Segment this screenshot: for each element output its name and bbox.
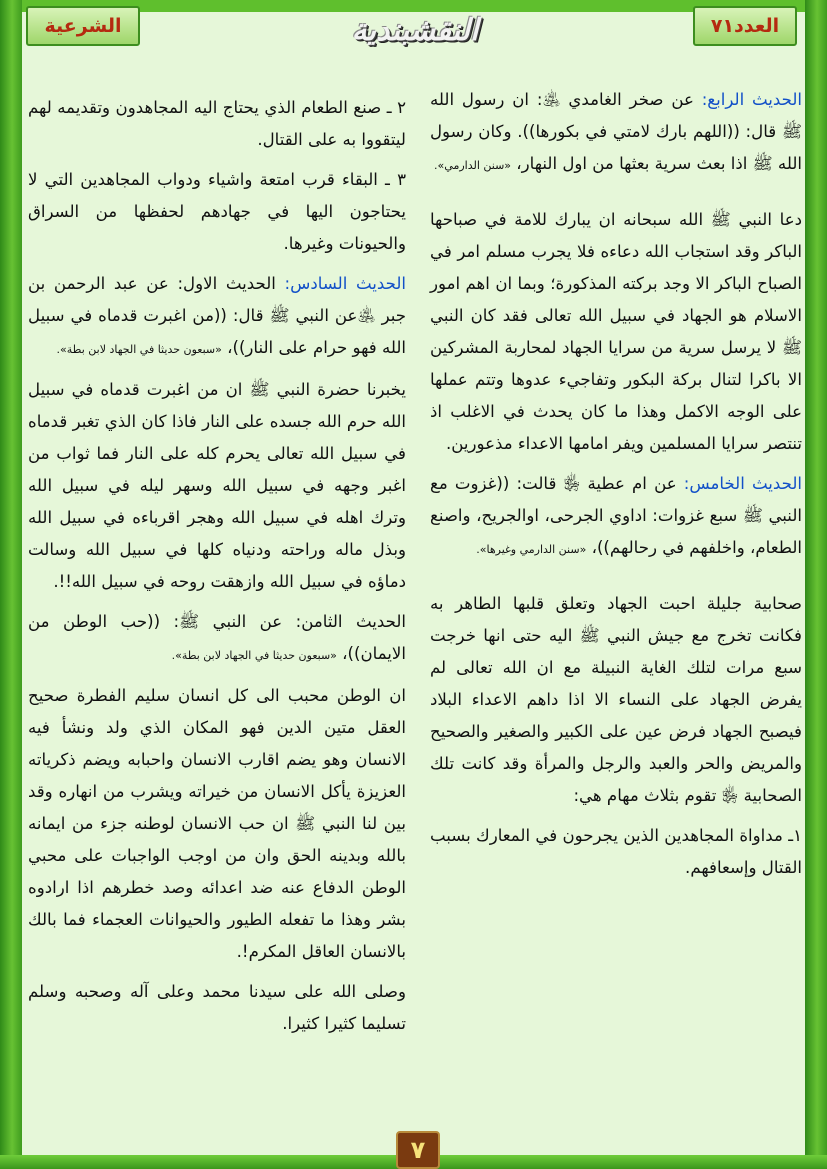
duty-item-2: ٢ ـ صنع الطعام الذي يحتاج اليه المجاهدون وتقديمه لهم ليتقووا به على القتال. <box>28 98 406 149</box>
commentary-1: دعا النبي ﷺ الله سبحانه ان يبارك للامة في صباحها الباكر وقد استجاب الله دعاءه فلا يجرب مسلم امر في الصباح الباكر الا وجد بركته المذكورة؛ وبما ان اهم امور الاسلام هو الجهاد في سبيل الله تعالى فقد كان النبي ﷺ لا يرسل سرية من سرايا الجهاد لمحاربة المشركين الا باكرا لتنال بركة البكور وتفاجيء عدوها وتتم عملها على الوجه الاكمل وهذا ما كان يحدث في الاغلب اذ تنتصر سرايا المسلمين ويفر امامها الاعداء مذعورين. <box>430 210 802 453</box>
hadith-4 <box>430 84 802 182</box>
hadith-8-source: «سبعون حديثا في الجهاد لابن بطة». <box>171 649 337 662</box>
hadith-6-text: الحديث الاول: عن عبد الرحمن بن جبر ﵁عن النبي ﷺ قال: ((من اغبرت قدماه في سبيل الله فهو حرام على النار))، <box>28 274 406 357</box>
magazine-title: النقشبندية <box>351 12 479 48</box>
section-label: الشرعية <box>26 6 140 46</box>
hadith-8-text: الحديث الثامن: عن النبي ﷺ: ((حب الوطن من الايمان))، <box>28 612 406 663</box>
right-border-stripe <box>805 0 827 1169</box>
duty-item-1: ١ـ مداواة المجاهدين الذين يجرحون في المعارك بسبب القتال وإسعافهم. <box>430 826 802 877</box>
hadith-6-source: «سبعون حديثا في الجهاد لابن بطة». <box>56 343 222 356</box>
hadith-6 <box>28 268 406 366</box>
page-number: ٧ <box>396 1131 440 1169</box>
hadith-5-text: عن ام عطية ﵂ قالت: ((غزوت مع النبي ﷺ سبع غزوات: اداوي الجرحى، اوالجريح، واصنع الطعام، واخلفهم في رحالهم))، <box>430 474 802 557</box>
right-column <box>430 84 802 1134</box>
hadith-5-label: الحديث الخامس: <box>683 474 802 493</box>
commentary-3: يخبرنا حضرة النبي ﷺ ان من اغبرت قدماه في سبيل الله حرم الله جسده على النار فاذا كان الذي تغبر قدماه في سبيل الله تعالى يحرم كله على النار فما ثواب من اغبر وجهه في سبيل الله وسهر ليله في سبيل الله وترك اهله في سبيل الله وهجر اقرباءه في سبيل الله وبذل ماله وراحته ودنياه كلها في سبيل الله وسالت دماؤه في سبيل الله وازهقت روحه في سبيل الله!!. <box>28 380 406 591</box>
hadith-4-source: «سنن الدارمي». <box>434 159 512 172</box>
left-column <box>28 92 406 1142</box>
hadith-5-source: «سنن الدارمي وغيرها». <box>476 543 587 556</box>
issue-number: العدد٧١ <box>693 6 797 46</box>
commentary-4: ان الوطن محبب الى كل انسان سليم الفطرة صحيح العقل متين الدين فهو المكان الذي ولد ونشأ فيه الانسان وهو يضم اقارب الانسان واحبابه ويضم ذكرياته العزيزة يأكل الانسان من خيراته ويشرب من انهاره وقد بين لنا النبي ﷺ ان حب الانسان لوطنه جزء من ايمانه بالله وبدينه الحق وان من اوجب الواجبات على محبي الوطن الدفاع عنه ضد اعدائه وصد خطرهم اذا ارادوه بشر وهذا ما تفعله الطيور والحيوانات العجماء فما بالك بالانسان العاقل المكرم!. <box>28 686 406 961</box>
hadith-4-label: الحديث الرابع: <box>701 90 802 109</box>
hadith-4-text: عن صخر الغامدي ﵁: ان رسول الله ﷺ قال: ((اللهم بارك لامتي في بكورها)). وكان رسول الله ﷺ اذا بعث سرية بعثها من اول النهار، <box>430 90 802 173</box>
commentary-2: صحابية جليلة احبت الجهاد وتعلق قلبها الطاهر به فكانت تخرج مع جيش النبي ﷺ اليه حتى انها خرجت سبع مرات لتلك الغاية النبيلة مع ان الله تعالى لم يفرض الجهاد على النساء الا اذا داهم الاعداء البلاد فيصبح الجهاد فرض عين على الكبير والصغير والصحيح والمريض والحر والعبد والرجل والمرأة وقد كانت تلك الصحابية ﵂ تقوم بثلاث مهام هي: <box>430 594 802 805</box>
hadith-5 <box>430 468 802 566</box>
hadith-8 <box>28 606 406 672</box>
left-border-stripe <box>0 0 22 1169</box>
closing-prayer: وصلى الله على سيدنا محمد وعلى آله وصحبه وسلم تسليما كثيرا كثيرا. <box>28 982 406 1033</box>
hadith-6-label: الحديث السادس: <box>284 274 406 293</box>
duty-item-3: ٣ ـ البقاء قرب امتعة واشياء ودواب المجاهدين التي لا يحتاجون اليها في جهادهم لحفظها من السراق والحيونات وغيرها. <box>28 170 406 253</box>
